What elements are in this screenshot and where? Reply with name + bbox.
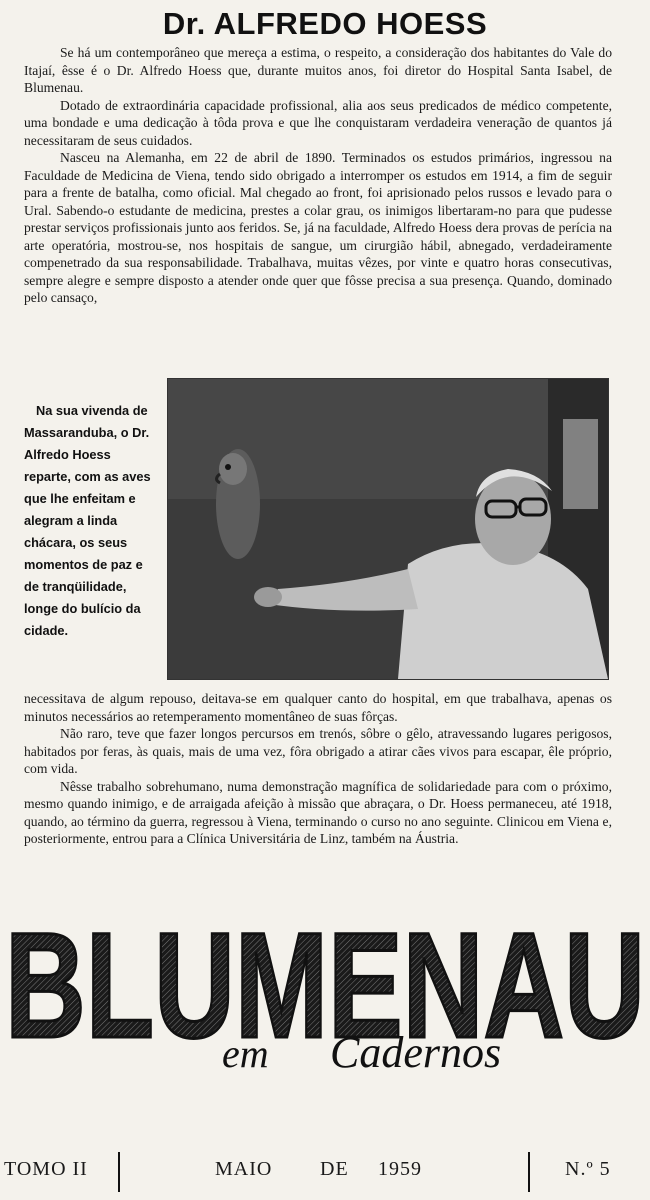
issue-month: MAIO	[215, 1158, 273, 1180]
issue-info-bar	[0, 1150, 650, 1195]
photo-caption: Na sua vivenda de Massaranduba, o Dr. Alfredo Hoess reparte, com as aves que lhe enfeitam e alegram a linda chácara, os seus momentos de paz e de tranqüilidade, longe do bulício da cidade.	[24, 403, 151, 638]
photo-illustration	[168, 379, 608, 679]
article-body-bottom	[24, 690, 612, 848]
article-body-top	[24, 44, 612, 307]
masthead-subtitle-word: Cadernos	[330, 1028, 502, 1070]
masthead-name: BLUMENAU	[5, 905, 645, 1069]
issue-number: N.º 5	[565, 1158, 611, 1180]
volume-label: TOMO II	[4, 1158, 88, 1180]
divider	[118, 1152, 120, 1192]
masthead-subtitle-prefix: em	[222, 1031, 269, 1070]
paragraph: Nêsse trabalho sobrehumano, numa demonstração magnífica de solidariedade para com o próximo, mesmo quando inimigo, e de arraigada afeição à missão que abraçara, o Dr. Hoess permaneceu, até 1918, quando, ao término da guerra, regressou à Viena, terminando o curso no ano seguinte. Clinicou em Viena e, posteriormente, entrou para a Clínica Universitária de Linz, também na Áustria.	[24, 778, 612, 846]
paragraph: necessitava de algum repouso, deitava-se em qualquer canto do hospital, em que trabalhava, apenas os minutos necessários ao retemperamento momentâneo de suas fôrças.	[24, 691, 612, 724]
paragraph: Se há um contemporâneo que mereça a estima, o respeito, a consideração dos habitantes do Vale do Itajaí, êsse é o Dr. Alfredo Hoess que, durante muitos anos, foi diretor do Hospital Santa Isabel, de Blumenau.	[24, 45, 612, 95]
paragraph: Nasceu na Alemanha, em 22 de abril de 1890. Terminados os estudos primários, ingressou na Faculdade de Medicina de Viena, tendo sido obrigado a interromper os estudos em 1914, a fim de seguir para a frente de batalha, como oficial. Mal chegado ao front, foi aprisionado pelos russos e levado para o Ural. Sabendo-o estudante de medicina, prestes a colar grau, os inimigos libertaram-no para que pudesse prestar serviços profissionais junto aos feridos. Se, já na faculdade, Alfredo Hoess dera provas de perícia na arte operatória, mostrou-se, nos hospitais de sangue, um cirurgião hábil, abnegado, verdadeiramente compenetrado da sua responsabilidade. Trabalhava, muitas vêzes, por vinte e quatro horas consecutivas, sempre alegre e sempre disposto a atender onde quer que fôsse precisa a sua presença. Quando, dominado pelo cansaço,	[24, 150, 612, 305]
paragraph: Não raro, teve que fazer longos percursos em trenós, sôbre o gêlo, atravessando lugares perigosos, habitados por feras, às quais, mais de uma vez, fôra obrigado a atirar cães vivos para escapar, êle próprio, com vida.	[24, 726, 612, 776]
article-photo	[167, 378, 609, 680]
divider	[528, 1152, 530, 1192]
paragraph: Dotado de extraordinária capacidade profissional, alia aos seus predicados de médico competente, uma bondade e uma dedicação à tôda prova e que lhe conquistaram verdadeira veneração de quantos já necessitaram de seus cuidados.	[24, 97, 612, 148]
article-title: Dr. ALFREDO HOESS	[162, 6, 488, 41]
magazine-masthead	[0, 905, 650, 1070]
issue-date-connector: DE	[320, 1158, 349, 1180]
issue-year: 1959	[378, 1158, 422, 1180]
